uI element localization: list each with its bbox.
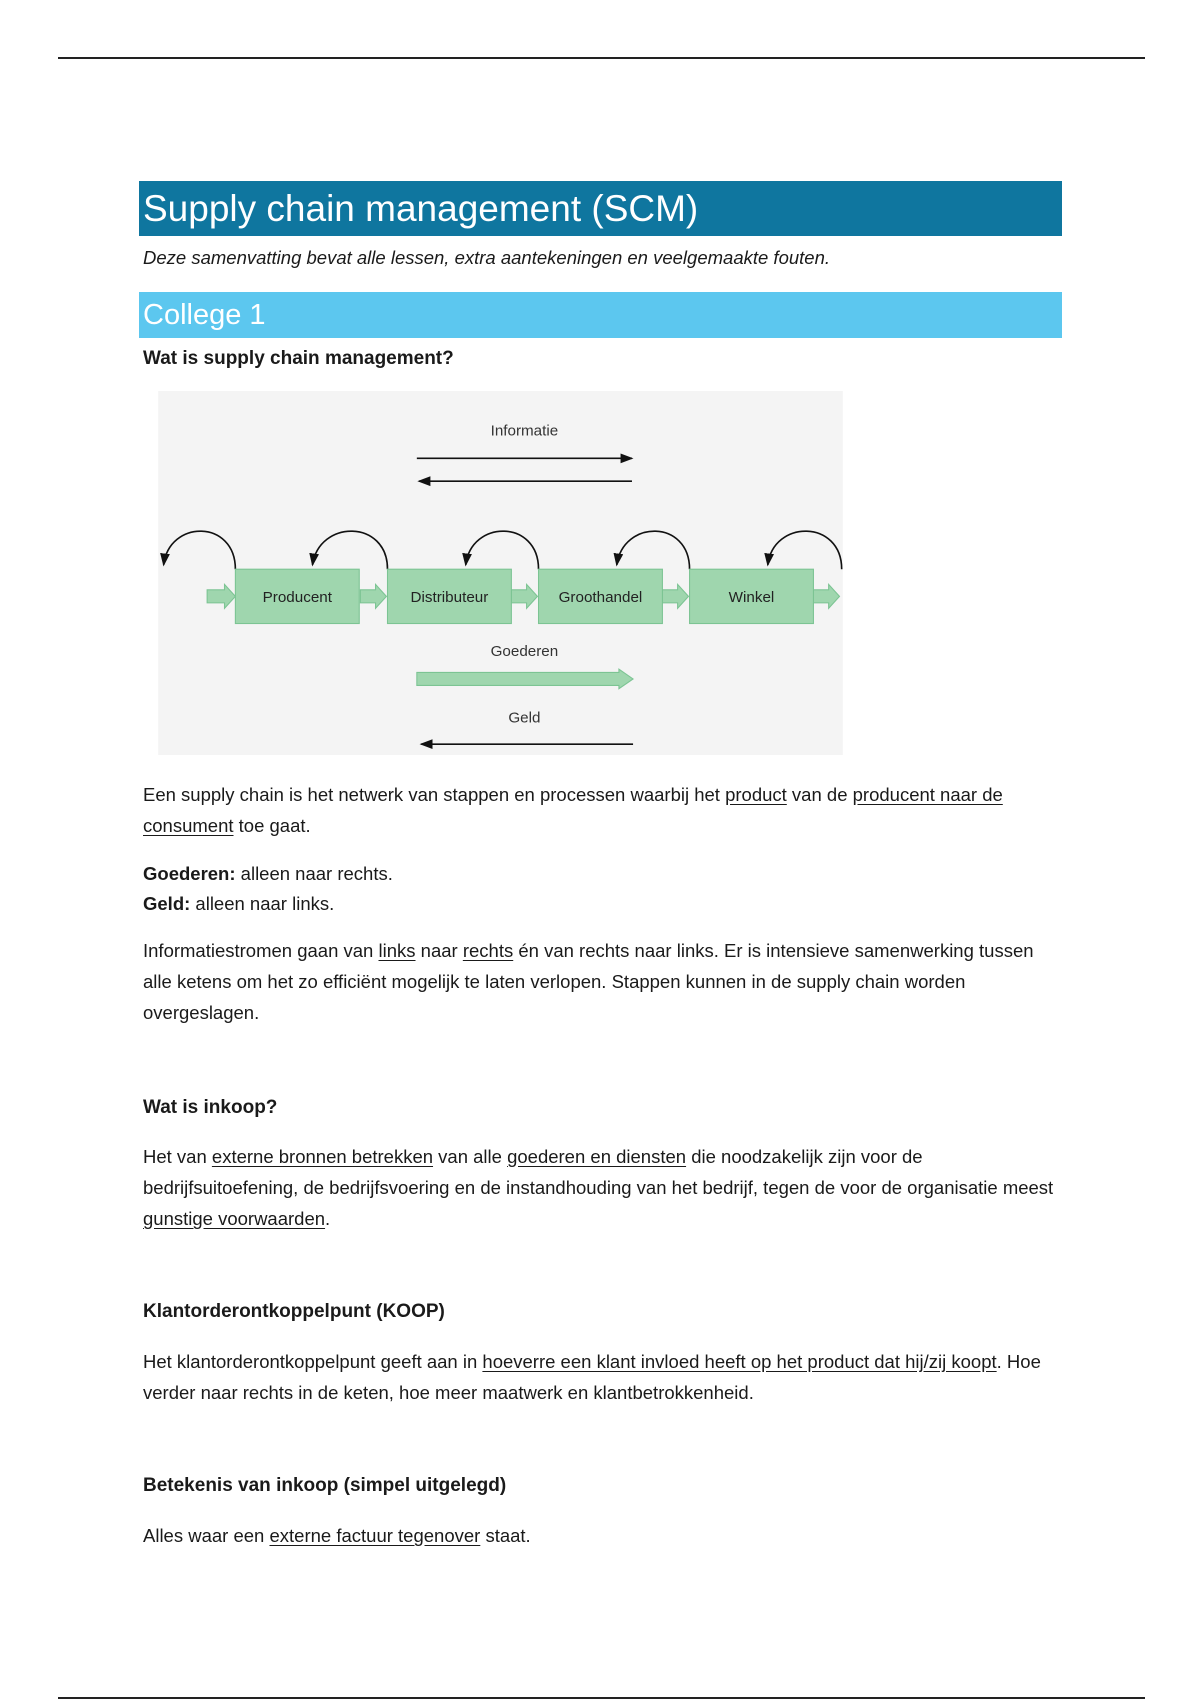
svg-text:Producent: Producent (262, 588, 332, 606)
footer-rule (58, 1697, 1145, 1699)
question-heading: Betekenis van inkoop (simpel uitgelegd) (143, 1475, 507, 1496)
header-rule (58, 57, 1145, 59)
paragraph-information: Informatiestromen gaan van links naar rechts én van rechts naar links. Er is intensieve samenwerking tussen alle ketens om het zo efficiënt mogelijk te laten verlopen. Stappen kunnen in de supply chain worden overgeslagen. (143, 940, 1034, 1023)
money-line: Geld: alleen naar links. (143, 893, 335, 914)
svg-text:Winkel: Winkel (728, 588, 775, 606)
paragraph-supply-chain: Een supply chain is het netwerk van stappen en processen waarbij het product van de producent naar de consument toe gaat. (143, 784, 1003, 836)
goods-line: Goederen: alleen naar rechts. (143, 863, 393, 884)
paragraph-koop: Het klantorderontkoppelpunt geeft aan in hoeverre een klant invloed heeft op het product dat hij/zij koopt. Hoe verder naar rechts in de keten, hoe meer maatwerk en klantbetrokkenheid. (143, 1351, 1041, 1403)
chain-node-distributeur (387, 569, 511, 623)
question-heading: Wat is supply chain management? (143, 348, 454, 369)
paragraph-betekenis: Alles waar een externe factuur tegenover staat. (143, 1525, 531, 1546)
svg-text:Distributeur: Distributeur (410, 588, 489, 606)
money-label: Geld (508, 709, 541, 727)
info-label: Informatie (490, 422, 559, 440)
chain-node-producent (235, 569, 359, 623)
svg-text:Groothandel: Groothandel (558, 588, 643, 606)
subtitle: Deze samenvatting bevat alle lessen, extra aantekeningen en veelgemaakte fouten. (143, 247, 831, 268)
section-heading: College 1 (139, 292, 1062, 338)
document-title: Supply chain management (SCM) (139, 181, 1062, 236)
supply-chain-diagram (158, 391, 843, 755)
paragraph-inkoop: Het van externe bronnen betrekken van alle goederen en diensten die noodzakelijk zijn voor de bedrijfsuitoefening, de bedrijfsvoering en de instandhouding van het bedrijf, tegen de voor de organisatie meest gunstige voorwaarden. (143, 1146, 1054, 1229)
chain-node-groothandel (539, 569, 663, 623)
goods-label: Goederen (490, 643, 559, 661)
chain-node-winkel (690, 569, 814, 623)
question-heading: Wat is inkoop? (143, 1097, 278, 1118)
goods-arrow (417, 669, 633, 689)
question-heading: Klantorderontkoppelpunt (KOOP) (143, 1301, 445, 1322)
